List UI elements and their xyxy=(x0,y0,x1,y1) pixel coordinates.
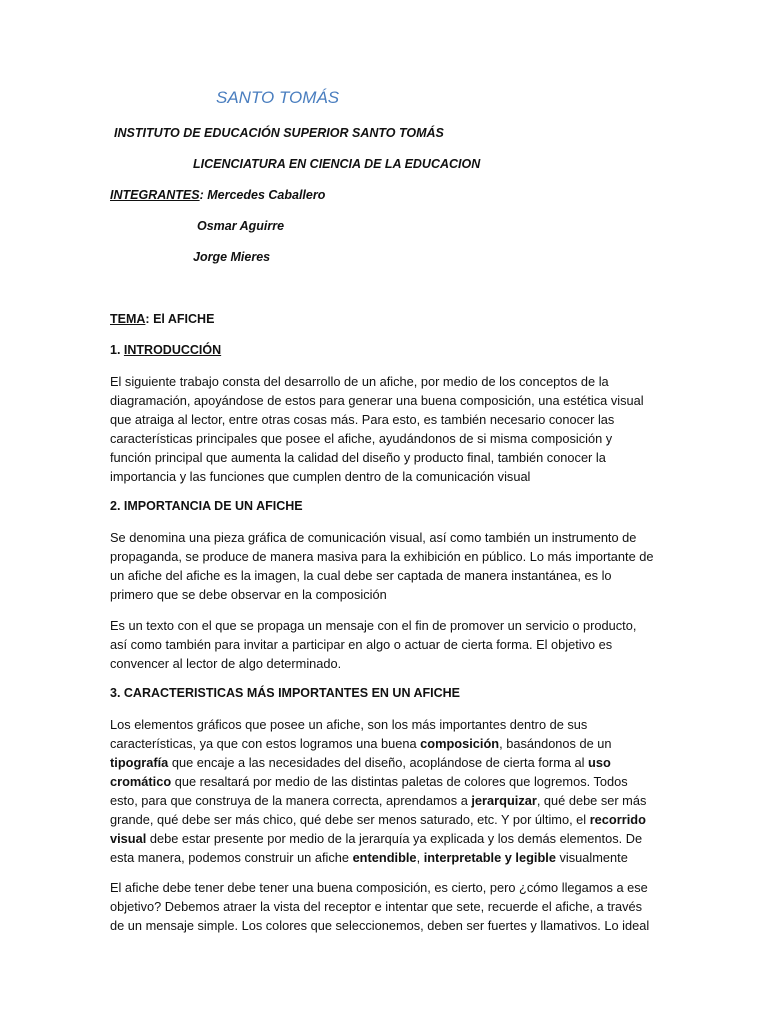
importance-paragraph-1 xyxy=(110,528,655,604)
features-paragraph-1 xyxy=(110,715,655,867)
degree-name: LICENCIATURA EN CIENCIA DE LA EDUCACION xyxy=(193,157,481,171)
members-line xyxy=(110,188,325,202)
text-run: , qué debe ser más grande, qué debe ser más chico, qué debe ser menos saturado, etc. Y por último, el xyxy=(110,793,647,827)
bold-term: interpretable y legible xyxy=(423,850,556,865)
document-title: SANTO TOMÁS xyxy=(216,88,340,107)
section-heading-features: 3. CARACTERISTICAS MÁS IMPORTANTES EN UN AFICHE xyxy=(110,686,461,700)
bold-term: composición xyxy=(420,736,500,751)
members-colon: : xyxy=(199,188,208,202)
paragraph: Se denomina una pieza gráfica de comunicación visual, así como también un instrumento de propaganda, se produce de manera masiva para la exhibición en público. Lo más importante de un afiche del afiche es la imagen, la cual debe ser captada de manera instantánea, es lo primero que se debe observar en la composición xyxy=(110,530,654,602)
bold-term: uso cromático xyxy=(110,755,611,789)
text-run: visualmente xyxy=(555,850,628,865)
section-title: INTRODUCCIÓN xyxy=(123,343,222,357)
section-heading-importance: 2. IMPORTANCIA DE UN AFICHE xyxy=(110,499,303,513)
text-run: que encaje a las necesidades del diseño, acoplándose de cierta forma al xyxy=(168,755,589,770)
text-run: debe estar presente por medio de la jerarquía ya explicada y los demás elementos. De esta manera, podemos construir un afiche xyxy=(110,831,643,865)
topic-value: El AFICHE xyxy=(153,312,215,326)
importance-paragraph-2 xyxy=(110,616,655,673)
topic-label: TEMA xyxy=(110,312,146,326)
section-number: 1. xyxy=(110,343,121,357)
features-paragraph-2 xyxy=(110,878,655,935)
text-run: , basándonos de un xyxy=(499,736,612,751)
paragraph: El siguiente trabajo consta del desarrollo de un afiche, por medio de los conceptos de la diagramación, apoyándose de estos para generar una buena composición, una estética visual que atraiga al lector, entre otras cosas más. Para esto, es también necesario conocer las características principales que posee el afiche, ayudándonos de si misma composición y función principal que aumenta la calidad del diseño y producto final, también conocer la importancia y las funciones que cumplen dentro de la comunicación visual xyxy=(110,374,644,484)
text-run: Los elementos gráficos que posee un afiche, son los más importantes dentro de sus características, ya que con estos logramos una buena xyxy=(110,717,588,751)
member-name: Osmar Aguirre xyxy=(197,219,285,233)
intro-paragraph xyxy=(110,372,655,486)
member-name: Jorge Mieres xyxy=(193,250,271,264)
paragraph xyxy=(110,715,655,867)
bold-term: entendible xyxy=(352,850,417,865)
paragraph: Es un texto con el que se propaga un mensaje con el fin de promover un servicio o producto, así como también para invitar a participar en algo o actuar de cierta forma. El objetivo es convencer al lector de algo determinado. xyxy=(110,618,637,671)
text-run: , xyxy=(416,850,424,865)
topic-line xyxy=(110,312,214,326)
text-run: que resaltará por medio de las distintas paletas de colores que logremos. Todos esto, para que construya de la manera correcta, aprendamos a xyxy=(110,774,628,808)
bold-term: tipografía xyxy=(110,755,169,770)
bold-term: jerarquizar xyxy=(471,793,537,808)
member-name: Mercedes Caballero xyxy=(207,188,326,202)
bold-term: recorrido visual xyxy=(110,812,646,846)
section-heading-intro xyxy=(110,343,221,357)
topic-colon: : xyxy=(145,312,154,326)
institute-name: INSTITUTO DE EDUCACIÓN SUPERIOR SANTO TOMÁS xyxy=(114,126,444,140)
members-label: INTEGRANTES xyxy=(110,188,200,202)
paragraph: El afiche debe tener debe tener una buena composición, es cierto, pero ¿cómo llegamos a ese objetivo? Debemos atraer la vista del receptor e intentar que sete, recuerde el afiche, a través de un mensaje simple. Los colores que seleccionemos, deben ser fuertes y llamativos. Lo ideal xyxy=(110,880,650,933)
